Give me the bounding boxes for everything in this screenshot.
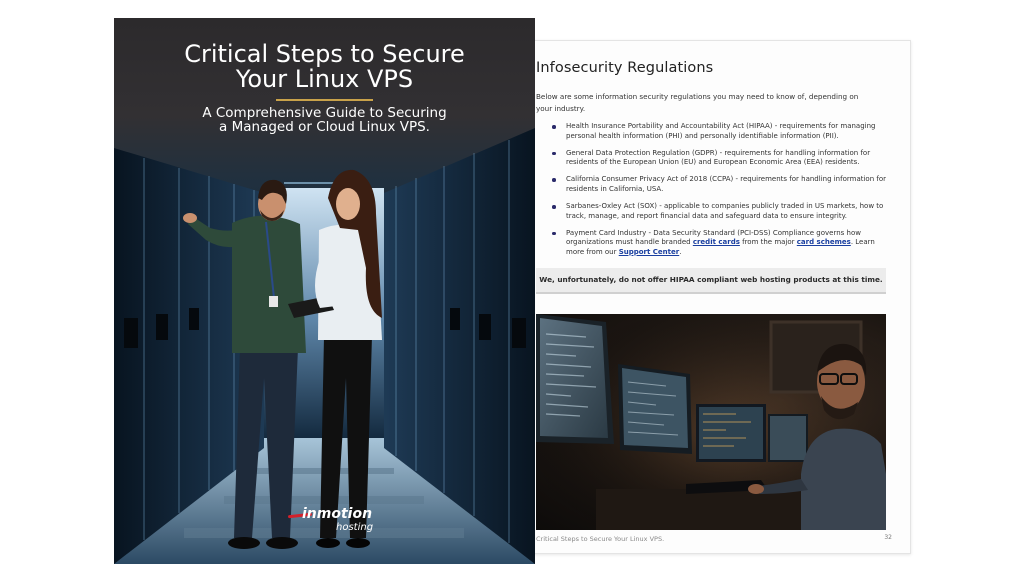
developer-photo [536,314,886,530]
pci-text-b: from the major [739,238,797,247]
title-divider [276,99,373,101]
inmotion-hosting-logo [288,506,398,536]
ebook-cover [114,18,535,564]
list-item [546,202,886,221]
cover-subtitle: A Comprehensive Guide to Securing a Managed or Cloud Linux VPS. [202,105,447,135]
logo-word-inmotion: inmotion [302,506,373,522]
list-item [546,175,886,194]
page-number: 32 [884,534,892,541]
regulation-text: General Data Protection Regulation (GDPR) - requirements for handling information for residents of the European Union (EU) and European Economic Area (EEA) residents. [566,148,871,167]
regulations-list [546,122,886,265]
regulation-text: California Consumer Privacy Act of 2018 (CCPA) - requirements for handling information for residents in California, USA. [566,175,886,193]
bullet-icon [552,205,556,209]
pci-text-a: Payment Card Industry - Data Security Standard (PCI-DSS) Compliance governs how organizations must handle branded [566,228,861,247]
cover-title: Critical Steps to Secure Your Linux VPS [184,40,465,93]
bullet-icon [552,152,556,156]
pci-text-c: . Learn more from our [566,238,875,256]
list-item [546,229,886,258]
bullet-icon [552,178,556,182]
logo-word-hosting: hosting [336,522,374,533]
list-item [546,149,886,168]
document-page [523,40,911,554]
page-footer: Critical Steps to Secure Your Linux VPS. [536,535,665,543]
bullet-icon [552,125,556,129]
regulation-text: Health Insurance Portability and Accountability Act (HIPAA) - requirements for managing personal health information (PHI) and personally identifiable information (PII). [566,122,876,140]
bullet-icon [552,232,556,236]
pci-text-d: . [679,247,682,256]
support-center-link[interactable]: Support Center [618,247,680,256]
regulation-text: Sarbanes-Oxley Act (SOX) - applicable to companies publicly traded in US markets, how to track, manage, and report financial data and safeguard data to ensure integrity. [566,202,884,220]
credit-cards-link[interactable]: credit cards [692,238,740,247]
list-item [546,122,886,141]
intro-paragraph: Below are some information security regulations you may need to know of, depending on your industry. [536,92,859,113]
section-heading: Infosecurity Regulations [536,60,714,76]
hipaa-callout: We, unfortunately, do not offer HIPAA compliant web hosting products at this time. [536,268,886,294]
card-schemes-link[interactable]: card schemes [796,238,851,247]
developer-photo-illustration [536,314,886,530]
